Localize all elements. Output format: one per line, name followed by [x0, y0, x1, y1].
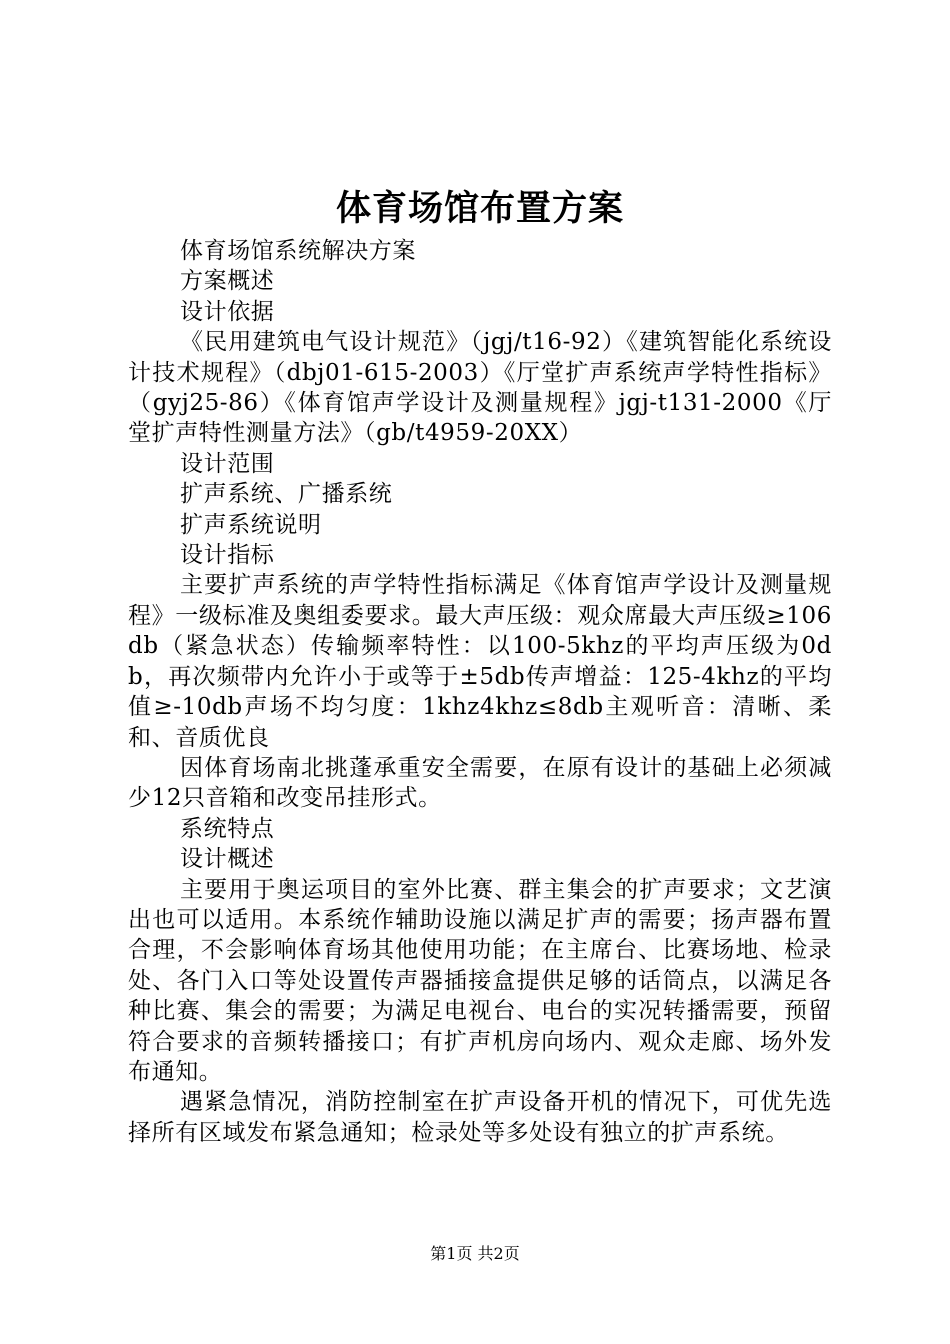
paragraph: 设计指标	[180, 542, 275, 569]
document-title: 体育场馆布置方案	[335, 188, 624, 229]
paragraph: 主要用于奥运项目的室外比赛、群主集会的扩声要求；文艺演出也可以适用。本系统作辅助设施以满足扩声的需要；扬声器布置合理，不会影响体育场其他使用功能；在主席台、比赛场地、检录处、各门入口等处设置传声器插接盒提供足够的话筒点，以满足各种比赛、集会的需要；为满足电视台、电台的实况转播需要，预留符合要求的音频转播接口；有扩声机房向场内、观众走廊、场外发布通知。	[128, 876, 832, 1085]
paragraph: 扩声系统说明	[180, 511, 322, 538]
document-body	[128, 236, 832, 1148]
paragraph: 因体育场南北挑蓬承重安全需要，在原有设计的基础上必须减少12只音箱和改变吊挂形式。	[128, 754, 832, 812]
page-number-footer: 第1页 共2页	[430, 1244, 520, 1263]
paragraph: 《民用建筑电气设计规范》（jgj/t16-92）《建筑智能化系统设计技术规程》（dbj01-615-2003）《厅堂扩声系统声学特性指标》（gyj25-86）《体育馆声学设计及测量规程》jgj-t131-2000《厅堂扩声特性测量方法》（gb/t4959-20XX）	[128, 329, 832, 447]
paragraph: 扩声系统、广播系统	[180, 481, 393, 508]
paragraph: 方案概述	[180, 268, 275, 295]
paragraph: 系统特点	[180, 815, 275, 842]
document-page	[128, 0, 832, 1344]
paragraph: 遇紧急情况，消防控制室在扩声设备开机的情况下，可优先选择所有区域发布紧急通知；检录处等多处设有独立的扩声系统。	[128, 1089, 832, 1146]
paragraph: 主要扩声系统的声学特性指标满足《体育馆声学设计及测量规程》一级标准及奥组委要求。最大声压级：观众席最大声压级≥106db（紧急状态）传输频率特性：以100-5khz的平均声压级为0db，再次频带内允许小于或等于±5db传声增益：125-4khz的平均值≥-10db声场不均匀度：1khz4khz≤8db主观听音：清晰、柔和、音质优良	[128, 572, 832, 751]
paragraph: 设计依据	[180, 298, 275, 325]
paragraph: 设计范围	[180, 450, 275, 477]
paragraph: 体育场馆系统解决方案	[180, 238, 416, 264]
paragraph: 设计概述	[180, 846, 275, 873]
